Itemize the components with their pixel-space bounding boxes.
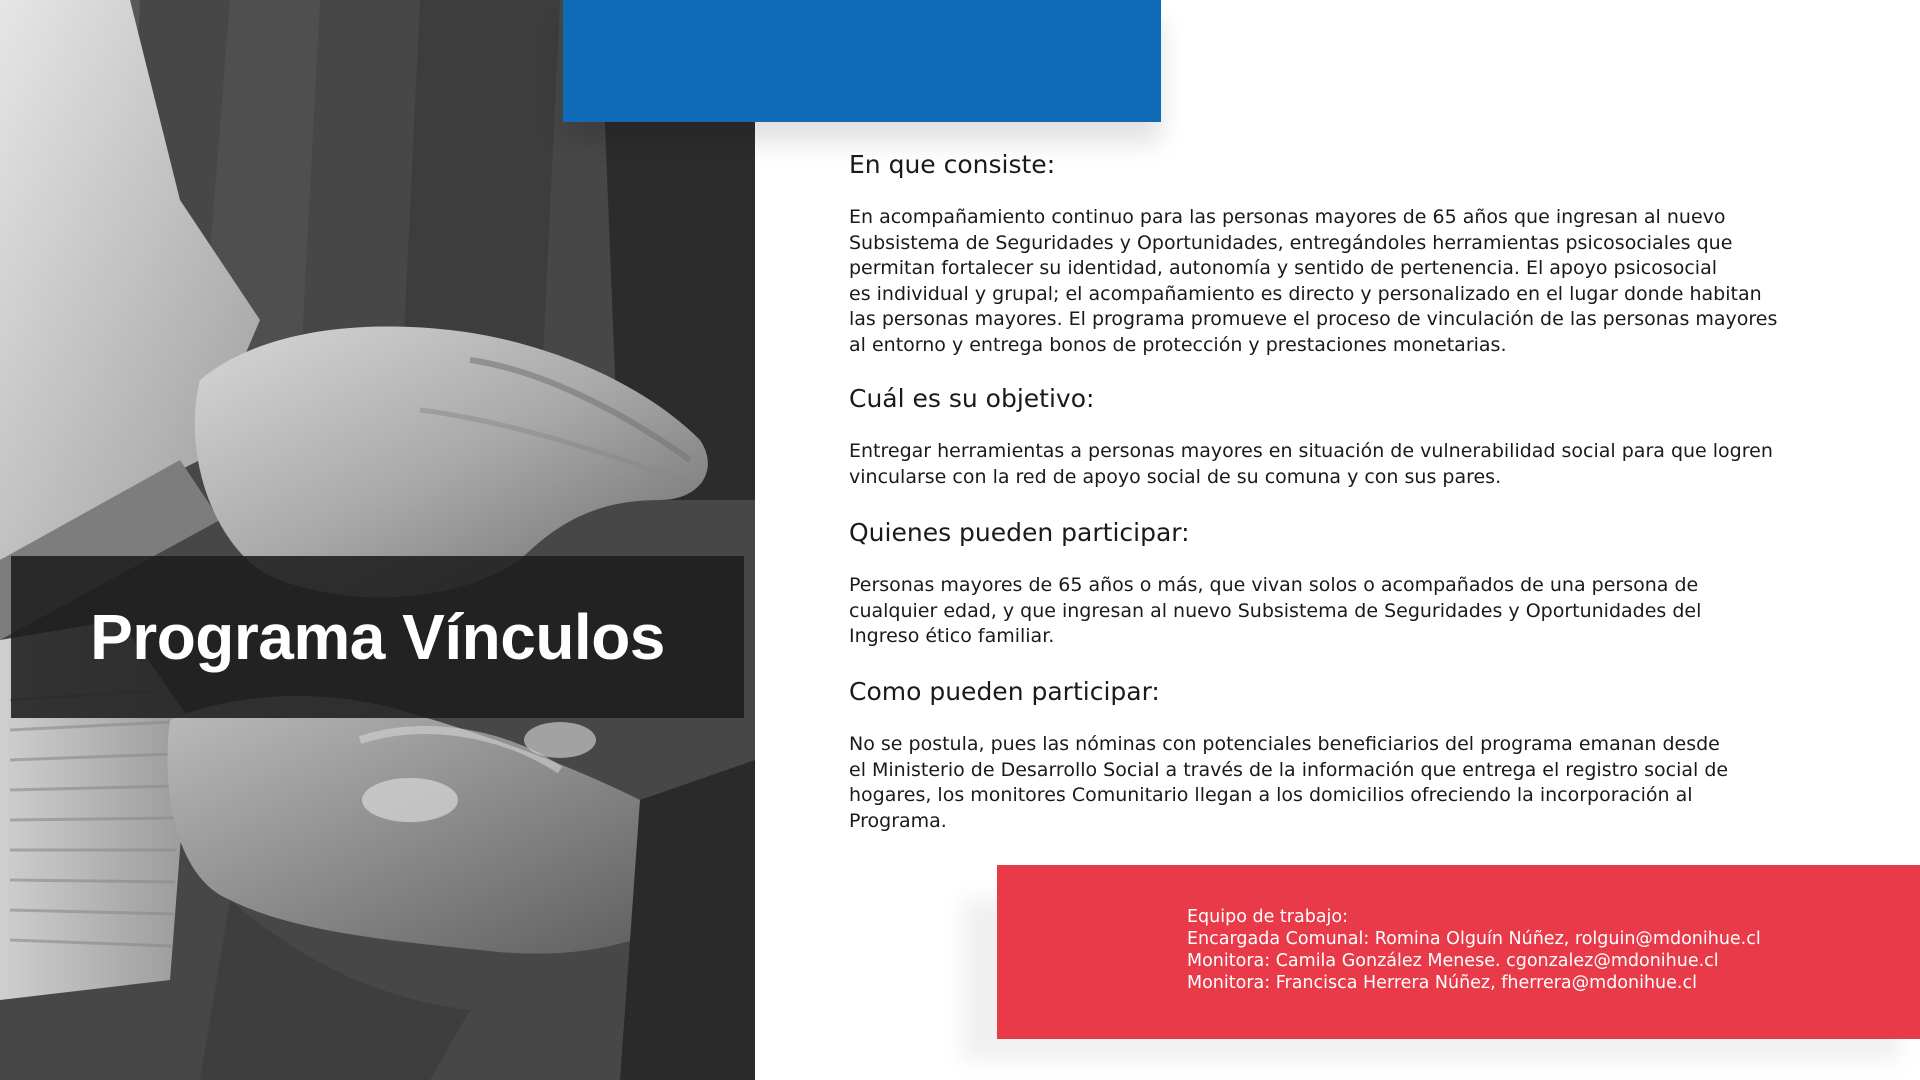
team-text	[1187, 906, 1761, 994]
section-how-to-participate	[849, 677, 1728, 834]
section-body: No se postula, pues las nóminas con potenciales beneficiarios del programa emanan desde el Ministerio de Desarrollo Social a través de la información que entrega el registro social de hogares, los monitores Comunitario llegan a los domicilios ofreciendo la incorporación al Programa.	[849, 733, 1729, 832]
section-who-can-participate	[849, 518, 1701, 650]
team-label: Equipo de trabajo:	[1187, 907, 1349, 927]
section-heading: Como pueden participar:	[849, 677, 1160, 706]
team-member-line: Monitora: Camila González Menese. cgonzalez@mdonihue.cl	[1187, 951, 1719, 971]
team-member-line: Monitora: Francisca Herrera Núñez, fherrera@mdonihue.cl	[1187, 973, 1697, 993]
holding-hands-photo	[0, 0, 755, 1080]
section-heading: Cuál es su objetivo:	[849, 384, 1095, 413]
section-what-it-is	[849, 150, 1777, 358]
section-body: Personas mayores de 65 años o más, que vivan solos o acompañados de una persona de cualquier edad, y que ingresan al nuevo Subsistema de Seguridades y Oportunidades del Ingreso ético familiar.	[849, 574, 1702, 647]
blue-accent-block	[563, 0, 1161, 122]
title-band	[11, 556, 744, 718]
team-member-line: Encargada Comunal: Romina Olguín Núñez, rolguin@mdonihue.cl	[1187, 929, 1761, 949]
section-body: Entregar herramientas a personas mayores en situación de vulnerabilidad social para que logren vincularse con la red de apoyo social de su comuna y con sus pares.	[849, 440, 1773, 488]
section-heading: Quienes pueden participar:	[849, 518, 1190, 547]
page-title: Programa Vínculos	[90, 601, 665, 673]
team-box	[997, 865, 1920, 1039]
section-objective	[849, 384, 1773, 490]
hands-illustration	[0, 0, 755, 1080]
section-body: En acompañamiento continuo para las personas mayores de 65 años que ingresan al nuevo Subsistema de Seguridades y Oportunidades, entregándoles herramientas psicosociales que permitan fortalecer su identidad, autonomía y sentido de pertenencia. El apoyo psicosocial es individual y grupal; el acompañamiento es directo y personalizado en el lugar donde habitan las personas mayores. El programa promueve el proceso de vinculación de las personas mayores al entorno y entrega bonos de protección y prestaciones monetarias.	[849, 206, 1778, 356]
section-heading: En que consiste:	[849, 150, 1056, 179]
